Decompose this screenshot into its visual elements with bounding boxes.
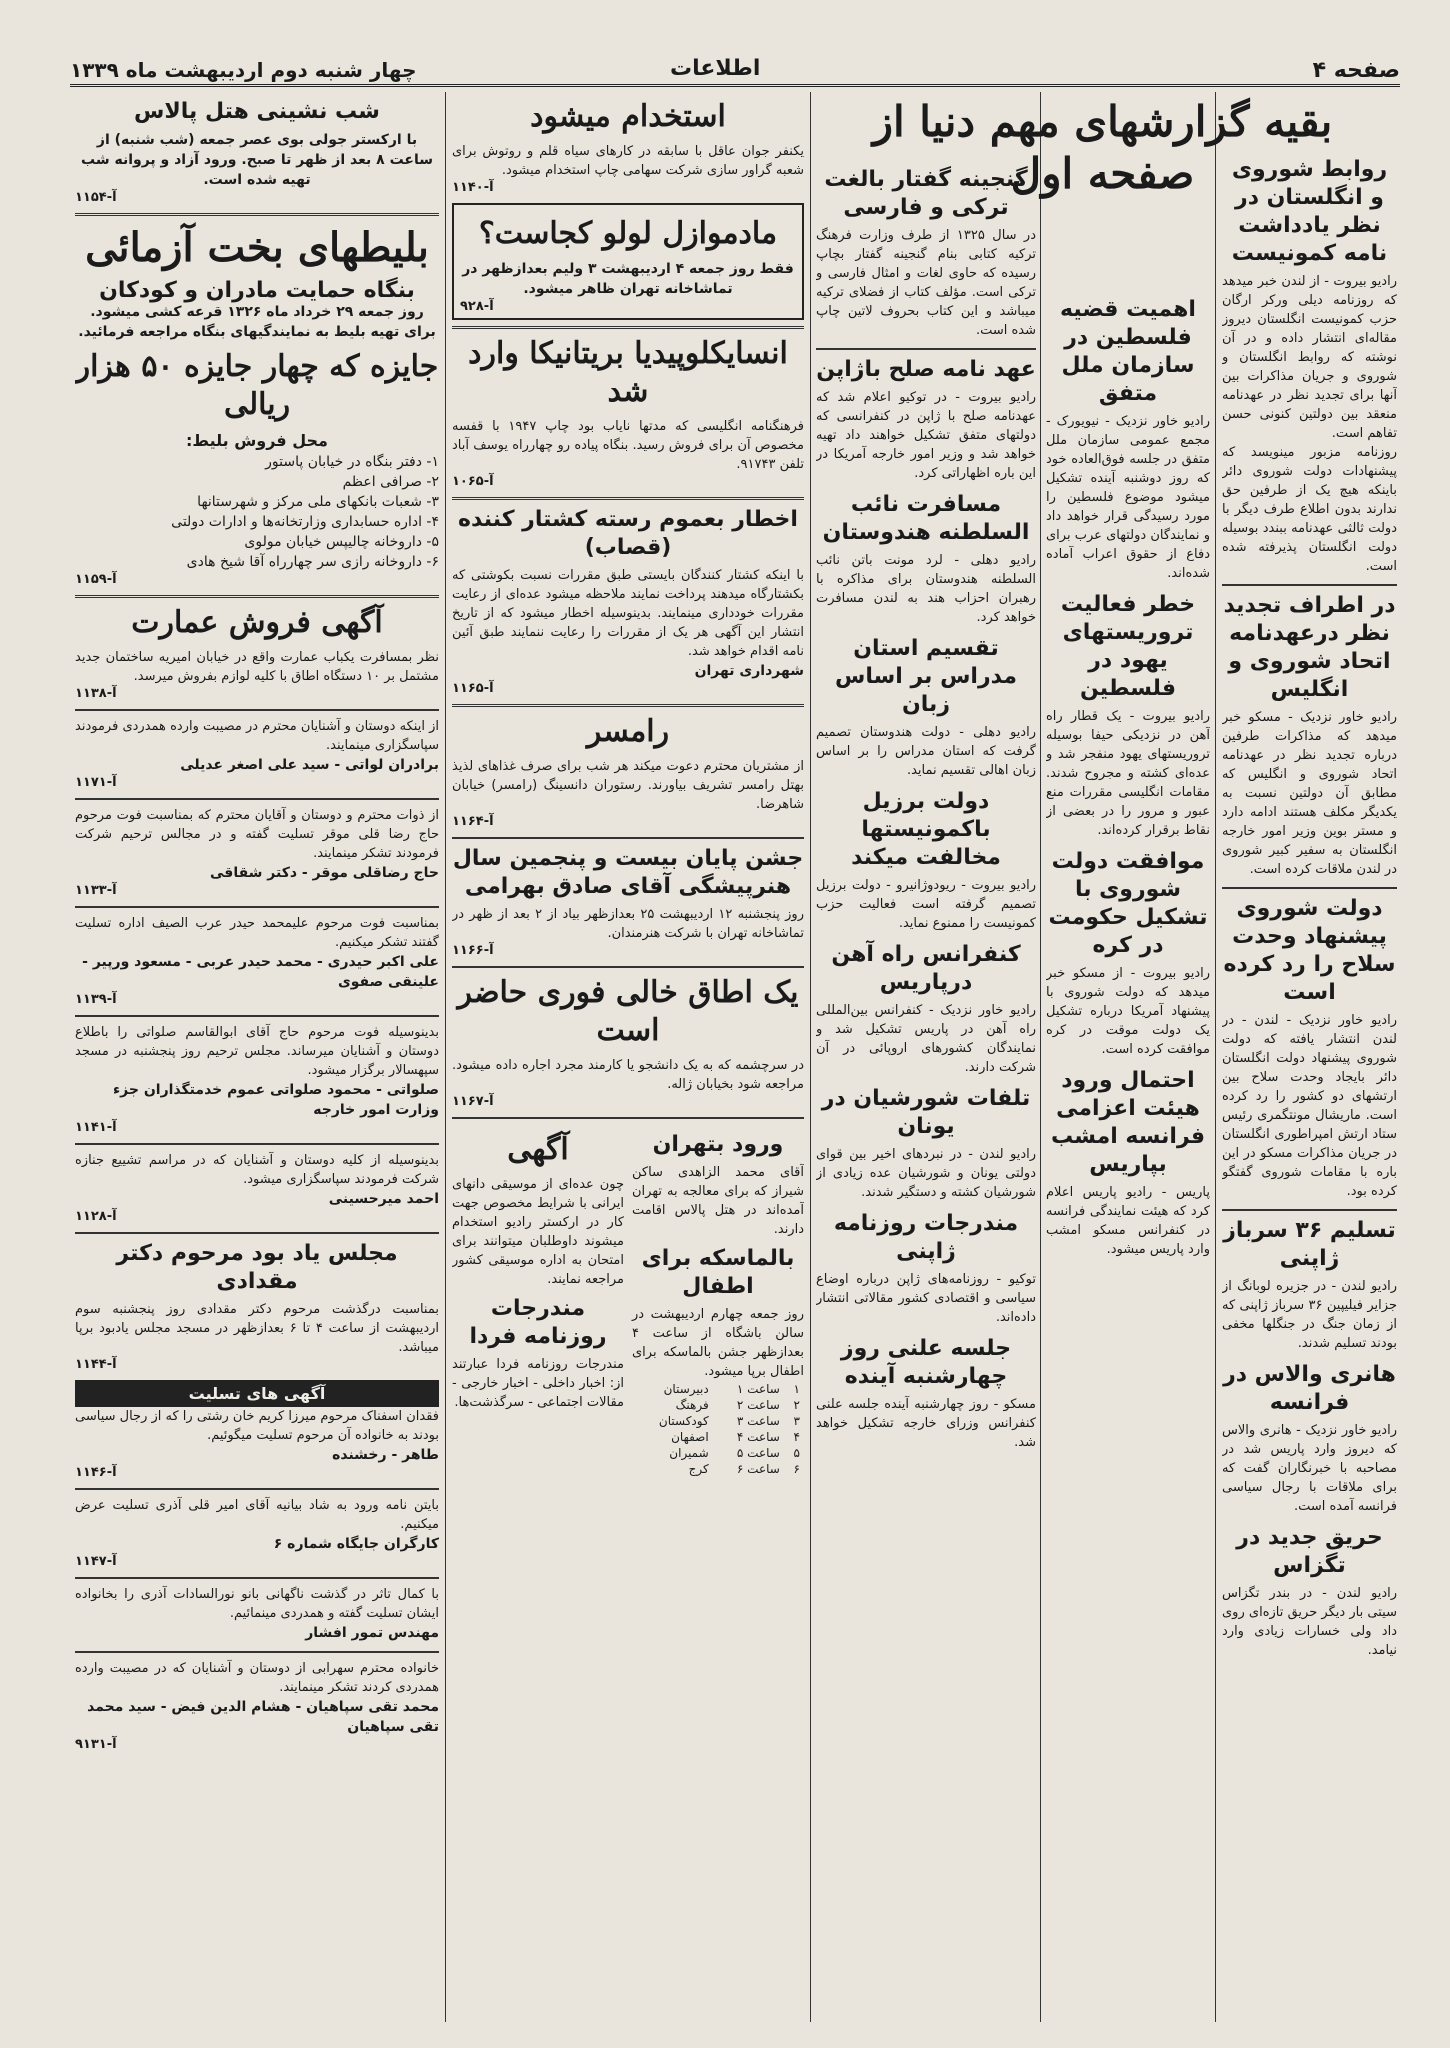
table-cell: ۳ <box>793 1414 800 1428</box>
ad-code: ۱۱۳۸-آ <box>75 686 117 701</box>
article-body: پاریس - رادیو پاریس اعلام کرد که هیئت نمایندگی فرانسه در کنفرانس مسکو امشب وارد پاریس میشود. <box>1046 1185 1210 1257</box>
ad-signature: علی اکبر حیدری - محمد حیدر عربی - مسعود ورپیر - علینقی صفوی <box>82 954 439 990</box>
ad-headline: بلیطهای بخت آزمائی <box>85 224 429 271</box>
sale-place-item: ۲- صرافی اعظم <box>342 474 439 490</box>
divider <box>452 497 804 500</box>
article-headline: در اطراف تجدید نظر درعهدنامه اتحاد شوروی و انگلیس <box>1223 593 1396 702</box>
ads-column-1 <box>452 92 804 2022</box>
table-row <box>632 1429 804 1445</box>
ad-code: ۱۱۶۶-آ <box>452 943 494 958</box>
divider <box>75 906 439 908</box>
divider <box>452 966 804 968</box>
article-body: رادیو لندن - در جزیره لوبانگ از جزایر فیلیپین ۳۶ سرباز ژاپنی که از زمان جنگ در جنگلها مخفی بودند تسلیم شدند. <box>1222 1279 1397 1351</box>
ad-body: فرهنگنامه انگلیسی که مدتها نایاب بود چاپ ۱۹۴۷ با قفسه مخصوص آن برای فروش رسید. بنگاه پیاده رو چهارراه یوسف آباد تلفن ۹۱۷۴۳. <box>452 419 804 472</box>
ad-headline: مادموازل لولو کجاست؟ <box>478 216 778 251</box>
article-headline: مندرجات روزنامه ژاپنی <box>833 1211 1019 1264</box>
sale-places-heading: محل فروش بلیط: <box>186 431 328 450</box>
article-headline: خطر فعالیت تروریستهای یهود در فلسطین <box>1060 592 1196 701</box>
divider <box>75 709 439 711</box>
table-cell: ۲ <box>793 1398 800 1412</box>
divider <box>75 1577 439 1579</box>
article-body: رادیو خاور نزدیک - نیویورک - مجمع عمومی سازمان ملل متفق در جلسه فوق‌العاده خود که روز دوشنبه آینده تشکیل میشود موضوع فلسطین را مورد رسیدگی قرار خواهد داد و نمایندگان دولتهای عرب برای دفاع از حقوق اعراب آماده شده‌اند. <box>1046 414 1210 581</box>
ad-headline: بالماسکه برای اطفال <box>641 1246 795 1299</box>
ad-block <box>75 1023 439 1135</box>
ad-headline: ورود بتهران <box>652 1132 784 1157</box>
article <box>1046 1067 1210 1259</box>
table-cell: ۱ <box>793 1382 800 1396</box>
ad-headline: جشن پایان بیست و پنجمین سال هنرپیشگی آقای صادق بهرامی <box>452 846 804 899</box>
table-cell: اصفهان <box>671 1430 709 1444</box>
divider <box>75 213 439 216</box>
article-body: رادیو بیروت - ریودوژانیرو - دولت برزیل تصمیم گرفته است فعالیت حزب کمونیست را ممنوع نماید. <box>816 878 1036 931</box>
article-body: رادیو بیروت - یک قطار راه آهن در نزدیکی حیفا بوسیله تروریستهای یهود منفجر شد و عده‌ای کشته و مجروح شدند. مقامات انگلیسی مقررات منع عبور و مرور را در بعضی از نقاط برقرار کرده‌اند. <box>1046 709 1210 838</box>
article-headline: دولت برزیل باکمونیستها مخالفت میکند <box>851 789 1001 870</box>
divider <box>1222 1209 1397 1211</box>
article <box>1222 592 1397 879</box>
ad-block <box>452 98 804 195</box>
table-cell: کودکستان <box>658 1414 709 1428</box>
divider <box>1222 887 1397 889</box>
article <box>816 1210 1036 1327</box>
article-headline: حریق جدید در تگزاس <box>1236 1525 1383 1578</box>
table-cell: دبیرستان <box>663 1382 709 1396</box>
ad-body: یکنفر جوان عاقل با سابقه در کارهای سیاه قلم و روتوش برای شعبه گراور سازی شرکت سهامی چاپ استخدام میشود. <box>452 144 804 178</box>
ad-signature: برادران لواتی - سید علی اصغر عدیلی <box>180 757 439 773</box>
article-body: رادیو خاور نزدیک - هانری والاس که دیروز وارد پاریس شد در مصاحبه با خبرنگاران گفت که برای ملاقات با رجال سیاسی فرانسه آمده است. <box>1222 1423 1397 1514</box>
ad-body: روز جمعه ۲۹ خرداد ماه ۱۳۲۶ قرعه کشی میشود. برای تهیه بلیط به نمایندگیهای بنگاه مراجعه فرمائید. <box>78 304 436 340</box>
column-rule <box>810 92 811 2022</box>
ad-body: مندرجات روزنامه فردا عبارتند از: اخبار داخلی - اخبار خارجی - مقالات اجتماعی - سرگذشت‌ها. <box>452 1357 624 1410</box>
issue-date: چهار شنبه دوم اردیبهشت ماه ۱۳۳۹ <box>70 58 417 82</box>
ad-headline: اخطار بعموم رسته کشتار کننده (قصاب) <box>458 507 798 560</box>
ad-block <box>452 974 804 1109</box>
divider <box>452 326 804 329</box>
ad-signature: حاج رضاقلی موقر - دکتر شقاقی <box>209 865 439 881</box>
article-body: رادیو لندن - در بندر تگزاس سیتی بار دیگر حریق تازه‌ای روی داد ولی خسارات زیادی وارد نیامد. <box>1222 1586 1397 1658</box>
ad-signature: طاهر - رخشنده <box>332 1447 439 1463</box>
ad-code: ۱۱۲۸-آ <box>75 1209 117 1224</box>
article <box>816 1335 1036 1452</box>
ad-body: با کمال تاثر در گذشت ناگهانی بانو نورالسادات آذری را بخانواده ایشان تسلیت گفته و همدردی مینمائیم. <box>75 1587 439 1621</box>
article-headline: مسافرت نائب السلطنه هندوستان <box>822 492 1030 545</box>
article-headline: موافقت دولت شوروی با تشکیل حکومت در کره <box>1048 849 1208 958</box>
ad-code: ۱۱۴۶-آ <box>75 1465 117 1480</box>
ad-signature: محمد تقی سپاهیان - هشام الدین فیض - سید محمد تقی سپاهیان <box>87 1699 439 1735</box>
ad-body: بدینوسیله فوت مرحوم حاج آقای ابوالقاسم صلواتی را باطلاع دوستان و آشنایان میرساند. مجلس ترحیم روز پنجشنبه در مسجد سپهسالار برگزار میشود. <box>75 1025 439 1078</box>
ad-block <box>75 1496 439 1569</box>
article <box>1046 296 1210 583</box>
ad-signature: مهندس تمور افشار <box>305 1625 439 1641</box>
ad-body: روز پنجشنبه ۱۲ اردیبهشت ۲۵ بعدازظهر بیاد از ۲ بعد از ظهر در تماشاخانه تهران با شرکت هنرمندان. <box>452 907 804 941</box>
divider <box>75 798 439 800</box>
article-body: رادیو خاور نزدیک - کنفرانس بین‌المللی راه آهن در پاریس تشکیل شد و نمایندگان کشورهای اروپائی در آن شرکت دارند. <box>816 1003 1036 1075</box>
news-column-1 <box>1222 150 1397 2020</box>
ad-block <box>452 506 804 696</box>
page-number: صفحه ۴ <box>1312 58 1400 83</box>
article <box>816 788 1036 933</box>
ad-block <box>452 1125 624 1477</box>
ad-body: بمناسبت فوت مرحوم علیمحمد حیدر عرب الصیف اداره تسلیت گفتند تشکر میکنیم. <box>75 916 439 950</box>
table-cell: شمیران <box>669 1446 709 1460</box>
table-cell: ساعت ۳ <box>736 1414 780 1428</box>
article-headline: اهمیت قضیه فلسطین در سازمان ملل متفق <box>1060 297 1196 406</box>
table-row <box>632 1381 804 1397</box>
ad-code: ۱۱۴۱-آ <box>75 1120 117 1135</box>
ad-block <box>75 1240 439 1372</box>
article <box>1222 1217 1397 1353</box>
divider <box>1222 584 1397 586</box>
article <box>816 941 1036 1077</box>
divider <box>452 704 804 707</box>
article-body: روزنامه مزبور مینویسد که پیشنهادات دولت شوروی دائر باینکه هیچ یک از طرفین حق ندارند بدون اطلاع طرف دیگر با دولت ثالثی عهدنامه ببندد بوسیله دولت انگلستان پذیرفته شده است. <box>1222 445 1397 574</box>
ad-headline: آگهی <box>507 1132 569 1167</box>
ad-signature: شهرداری تهران <box>694 663 804 679</box>
article-headline: تلفات شورشیان در یونان <box>821 1086 1031 1139</box>
ad-prize: جایزه که چهار جایزه ۵۰ هزار ریالی <box>75 349 439 422</box>
article-body: رادیو دهلی - دولت هندوستان تصمیم گرفت که استان مدراس را بر اساس زبان اهالی تقسیم نماید. <box>816 725 1036 778</box>
article-headline: دولت شوروی پیشنهاد وحدت سلاح را رد کرده است <box>1223 896 1396 1005</box>
ad-row <box>452 1125 804 1477</box>
ad-signature: کارگران جایگاه شماره ۶ <box>273 1536 439 1552</box>
article-body: در سال ۱۳۲۵ از طرف وزارت فرهنگ ترکیه کتابی بنام گنجینه گفتار بچاپ رسیده که حاوی لغات و امثال فارسی و ترکی است. مؤلف کتاب از فضلای ترکیه میباشد و این کتاب بحروف لاتین چاپ شده است. <box>816 228 1036 338</box>
news-column-3 <box>816 160 1036 2020</box>
table-cell: ۴ <box>793 1430 800 1444</box>
ad-code: ۱۱۷۱-آ <box>75 775 117 790</box>
table-row <box>632 1413 804 1429</box>
news-column-2 <box>1046 290 1210 2020</box>
ad-headline: مجلس یاد بود مرحوم دکتر مقدادی <box>116 1241 398 1294</box>
ad-block <box>75 224 439 587</box>
article <box>1222 1361 1397 1516</box>
ad-block <box>452 713 804 829</box>
article <box>816 491 1036 627</box>
article-body: رادیو بیروت - در توکیو اعلام شد که عهدنامه صلح با ژاپن در کنفرانسی که دولتهای متفق تشکیل خواهند داد تهیه خواهد شد و وزیر امور خارجه آمریکا در این باره اظهاراتی کرد. <box>816 390 1036 481</box>
article-headline: روابط شوروی و انگلستان در نظر یادداشت نامه کمونیست <box>1231 157 1388 266</box>
ad-code: ۱۱۵۹-آ <box>75 572 117 587</box>
divider <box>75 595 439 598</box>
table-cell: ساعت ۵ <box>736 1446 780 1460</box>
article-body: رادیو بیروت - از لندن خبر میدهد که روزنامه دیلی ورکر ارگان حزب کمونیست انگلستان دیروز مقاله‌ای انتشار داده و در آن نوشته که روابط انگلستان و شوروی و جریان مذاکرات بین آنها برای تجدید نظر در عهدنامه منعقد بین دولتین کنونی حسن تفاهم است. <box>1222 274 1397 441</box>
sale-place-item: ۶- داروخانه رازی سر چهارراه آقا شیخ هادی <box>186 554 439 570</box>
ad-body: نظر بمسافرت یکباب عمارت واقع در خیابان امیریه ساختمان جدید مشتمل بر ۱۰ دستگاه اطاق با کلیه لوازم بفروش میرسد. <box>75 650 439 684</box>
ad-banner: آگهی های تسلیت <box>75 1380 439 1407</box>
ad-code: ۱۱۵۴-آ <box>75 190 117 205</box>
ad-body: از ذوات محترم و دوستان و آقایان محترم که بمناسبت فوت مرحوم حاج رضا قلی موقر تسلیت گفته و در مجالس ترحیم شرکت فرمودند تشکر مینمایند. <box>75 808 439 861</box>
sale-place-item: ۳- شعبات بانکهای ملی مرکز و شهرستانها <box>197 494 439 510</box>
table-row <box>632 1397 804 1413</box>
table-row <box>632 1445 804 1461</box>
divider <box>816 348 1036 350</box>
ad-code: ۱۱۴۴-آ <box>75 1357 117 1372</box>
sale-places-list <box>75 452 439 572</box>
ad-code: ۱۱۴۰-آ <box>452 180 494 195</box>
ad-subheadline: بنگاه حمایت مادران و کودکان <box>99 278 415 303</box>
ad-signature: صلواتی - محمود صلواتی عموم خدمتگذاران جزء وزارت امور خارجه <box>113 1082 439 1118</box>
ad-block <box>75 717 439 790</box>
article-body: رادیو خاور نزدیک - لندن - در لندن انتشار یافته که دولت شوروی پیشنهاد دولت انگلستان دائر بایجاد وحدت سلاح بین ارتشهای دو کشور را رد کرده است. ماریشال مونتگمری رئیس ستاد ارتش امپراطوری انگلستان در جریان مذاکرات مسکو در این باره با مقامات شوروی گفتگو کرده بود. <box>1222 1013 1397 1199</box>
table-cell: ۵ <box>793 1446 800 1460</box>
ad-code: ۱۱۳۳-آ <box>75 883 117 898</box>
schedule-table <box>632 1381 804 1477</box>
sale-place-item: ۱- دفتر بنگاه در خیابان پاستور <box>265 454 439 470</box>
table-row <box>632 1461 804 1477</box>
ad-headline: شب نشینی هتل پالاس <box>134 99 380 124</box>
column-rule <box>1215 92 1216 2022</box>
article-body: توکیو - روزنامه‌های ژاپن درباره اوضاع سیاسی و اقتصادی کشور مقالاتی انتشار داده‌اند. <box>816 1272 1036 1325</box>
ad-body: بایتن نامه ورود به شاد بیانیه آقای امیر قلی آذری تسلیت عرض میکنیم. <box>75 1498 439 1532</box>
ad-code: ۱۱۶۴-آ <box>452 814 494 829</box>
ad-body: با ارکستر جولی بوی عصر جمعه (شب شنبه) از ساعت ۸ بعد از ظهر تا صبح. ورود آزاد و پروانه شب تهیه شده است. <box>81 132 433 188</box>
article <box>1222 895 1397 1201</box>
ad-block <box>75 914 439 1007</box>
ad-block <box>75 806 439 898</box>
article-body: رادیو لندن - در نبردهای اخیر بین قوای دولتی یونان و شورشیان عده زیادی از شورشیان کشته و دستگیر شدند. <box>816 1147 1036 1200</box>
ad-signature: احمد میرحسینی <box>328 1191 439 1207</box>
article-headline: عهد نامه صلح باژاپن <box>816 357 1036 382</box>
ad-headline: رامسر <box>586 714 670 749</box>
divider <box>75 1488 439 1490</box>
article <box>816 166 1036 340</box>
ad-body: روز جمعه چهارم اردیبهشت در سالن باشگاه از ساعت ۴ بعدازظهر جشن بالماسکه برای اطفال برپا میشود. <box>632 1307 804 1379</box>
sale-place-item: ۴- اداره حسابداری وزارتخانه‌ها و ادارات دولتی <box>171 514 439 530</box>
ad-code: ۱۱۶۵-آ <box>452 681 494 696</box>
ad-block <box>75 1659 439 1752</box>
ad-block <box>452 203 804 320</box>
ad-body: خانواده محترم سهرابی از دوستان و آشنایان که در مصیبت وارده همدردی کردند تشکر مینمایند. <box>75 1661 439 1695</box>
article-headline: احتمال ورود هیئت اعزامی فرانسه امشب بپاریس <box>1050 1068 1206 1177</box>
ad-code: ۱۱۴۷-آ <box>75 1554 117 1569</box>
table-cell: ساعت ۱ <box>736 1382 780 1396</box>
article-headline: گنجینه گفتار بالغت ترکی و فارسی <box>824 167 1028 220</box>
ad-body: از مشتریان محترم دعوت میکند هر شب برای صرف غذاهای لذیذ بهتل رامسر تشریف بیاورند. رستوران دانسینگ (رامسر) خیابان شاهرضا. <box>452 759 804 812</box>
article-headline: هانری والاس در فرانسه <box>1223 1362 1396 1415</box>
table-cell: ساعت ۲ <box>736 1398 780 1412</box>
article-body: مسکو - روز چهارشنبه آینده جلسه علنی کنفرانس وزرای خارجه تشکیل خواهد شد. <box>816 1397 1036 1450</box>
ads-column-2 <box>75 92 439 2022</box>
article-body: رادیو بیروت - از مسکو خبر میدهد که دولت شوروی با پیشنهاد آمریکا درباره تشکیل یک دولت موقت در کره موافقت کرده است. <box>1046 966 1210 1057</box>
paper-name: اطلاعات <box>670 56 761 81</box>
sale-place-item: ۵- داروخانه چالیپس خیابان مولوی <box>244 534 439 550</box>
ad-block <box>452 335 804 489</box>
table-cell: ساعت ۶ <box>736 1462 780 1476</box>
ad-headline: آگهی فروش عمارت <box>131 605 383 640</box>
main-headline: بقیه گزارشهای مهم دنیا از صفحه اول <box>872 97 1333 198</box>
ad-block <box>632 1125 804 1477</box>
ad-code: ۹۱۳۱-آ <box>75 1737 117 1752</box>
article <box>1222 1524 1397 1660</box>
article <box>816 356 1036 483</box>
ad-body: از اینکه دوستان و آشنایان محترم در مصیبت وارده همدردی فرمودند سپاسگزاری مینمایند. <box>75 719 439 753</box>
ad-code: ۱۰۶۵-آ <box>452 474 494 489</box>
table-cell: ۶ <box>793 1462 800 1476</box>
article-headline: جلسه علنی روز چهارشنبه آینده <box>840 1336 1012 1389</box>
ad-block <box>75 604 439 701</box>
ad-block <box>75 1151 439 1224</box>
ad-code: ۱۱۶۷-آ <box>452 1094 494 1109</box>
ad-block <box>75 1585 439 1643</box>
ad-body: آقای محمد الزاهدی ساکن شیراز که برای معالجه به تهران آمده‌اند در هتل پالاس اقامت دارند. <box>632 1165 804 1237</box>
ad-block <box>452 845 804 958</box>
article-body: رادیو دهلی - لرد مونت باتن نائب السلطنه هندوستان برای مذاکره با رهبران احزاب هند به لندن مسافرت خواهد کرد. <box>816 553 1036 625</box>
article <box>1222 156 1397 576</box>
article <box>816 1085 1036 1202</box>
ad-block <box>75 1407 439 1480</box>
ad-headline: استخدام میشود <box>530 99 726 134</box>
table-cell: ساعت ۴ <box>736 1430 780 1444</box>
ad-headline: انسایکلوپیدیا بریتانیکا وارد شد <box>468 336 788 409</box>
article-headline: کنفرانس راه آهن درپاریس <box>831 942 1021 995</box>
article <box>1046 848 1210 1059</box>
article <box>816 635 1036 780</box>
article-body: رادیو خاور نزدیک - مسکو خبر میدهد که مذاکرات طرفین درباره تجدید نظر در عهدنامه اتحاد شوروی و انگلیس که مطابق آن دولتین نسبت به یکدیگر مکلف هستند ادامه دارد و مستر بوین وزیر امور خارجه انگلستان به سفیر کبیر شوروی در لندن ملاقات کرده است. <box>1222 710 1397 877</box>
ad-code: ۱۱۳۹-آ <box>75 992 117 1007</box>
column-rule <box>445 92 446 2022</box>
masthead <box>70 52 1400 87</box>
ad-code: ۹۲۸-آ <box>460 299 494 314</box>
divider <box>75 1015 439 1017</box>
divider <box>75 1232 439 1234</box>
ad-body: بدینوسیله از کلیه دوستان و آشنایان که در مراسم تشییع جنازه شرکت فرمودند سپاسگزاری میشود. <box>75 1153 439 1187</box>
ad-headline: مندرجات روزنامه فردا <box>469 1296 607 1349</box>
ad-body: فقط روز جمعه ۴ اردیبهشت ۳ ولیم بعدازظهر در تماشاخانه تهران ظاهر میشود. <box>462 261 794 297</box>
ad-body: بمناسبت درگذشت مرحوم دکتر مقدادی روز پنجشنبه سوم اردیبهشت از ساعت ۴ تا ۶ بعدازظهر در مسجد مجلس یادبود برپا میباشد. <box>75 1302 439 1355</box>
table-cell: کرج <box>688 1462 709 1476</box>
article-headline: تسلیم ۳۶ سرباز ژاپنی <box>1223 1218 1396 1271</box>
divider <box>75 1651 439 1653</box>
divider <box>452 1117 804 1119</box>
ad-body: با اینکه کشتار کنندگان بایستی طبق مقررات نسبت بکوشتی که بکشتارگاه میدهند پرداخت نمایند ملاحظه میشود عده‌ای از رعایت مقررات خودداری مینمایند. بدینوسیله اخطار میشود که از تاریخ انتشار این آگهی هر یک از مقررات را رعایت ننمایند طبق آئین نامه اقدام خواهد شد. <box>452 568 804 659</box>
column-rule <box>1040 92 1041 2022</box>
ad-headline: یک اطاق خالی فوری حاضر است <box>457 975 799 1048</box>
ad-body: در سرچشمه که به یک دانشجو یا کارمند مجرد اجاره داده میشود. مراجعه شود بخیابان ژاله. <box>452 1058 804 1092</box>
table-cell: فرهنگ <box>675 1398 709 1412</box>
article-headline: تقسیم استان مدراس بر اساس زبان <box>835 636 1017 717</box>
divider <box>452 837 804 839</box>
ad-body: چون عده‌ای از موسیقی دانهای ایرانی با شرایط مخصوص جهت کار در ارکستر رادیو استخدام میشوند داوطلبان میتوانند برای امتحان به اداره موسیقی کشور مراجعه نمایند. <box>452 1177 624 1287</box>
article <box>1046 591 1210 840</box>
ad-block <box>75 98 439 205</box>
ad-body: فقدان اسفناک مرحوم میرزا کریم خان رشتی را که از رجال سیاسی بودند به خانواده آن مرحوم تسلیت میگوئیم. <box>75 1409 439 1443</box>
divider <box>75 1143 439 1145</box>
